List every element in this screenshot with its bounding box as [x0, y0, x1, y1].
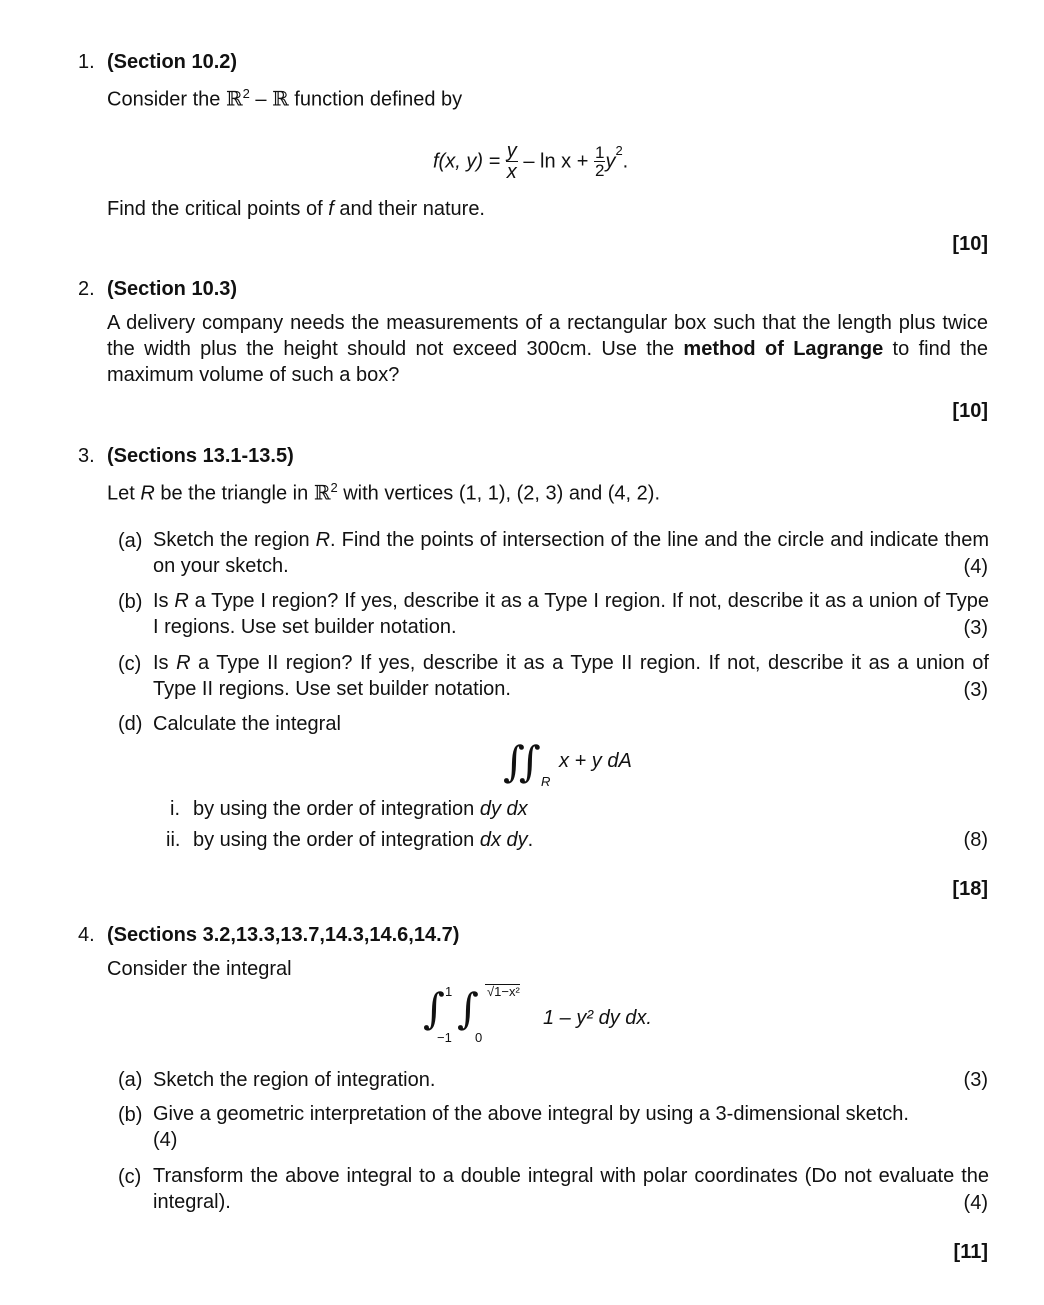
q4-section: (Sections 3.2,13.3,13.7,14.3,14.6,14.7)	[107, 924, 460, 946]
inner-integral-sign: ∫	[457, 984, 479, 1033]
q4a-points: (3)	[963, 1069, 988, 1091]
q3d-label: (d)	[118, 713, 143, 735]
q3d-ii-label: ii.	[166, 829, 181, 851]
q3d-i-label: i.	[170, 798, 180, 820]
inner-lower-limit: 0	[475, 1030, 483, 1045]
q3-number: 3.	[78, 445, 95, 467]
q3d-points: (8)	[963, 829, 988, 851]
q1-intro: Consider the ℝ$^2$ – ℝ function defined by	[107, 86, 463, 111]
double-integral-sign: ∫∫	[503, 737, 535, 786]
outer-integral-sign: ∫	[423, 984, 445, 1033]
q4a-label: (a)	[118, 1069, 143, 1091]
q1-number: 1.	[78, 51, 95, 73]
integral-region: R	[541, 774, 551, 789]
q4-marks: [11]	[953, 1241, 988, 1263]
q1-equation: f(x, y) = $\frac{y}{x}$ – ln x + $\frac{1}{2}$ $y^2$.	[433, 140, 629, 184]
q2-number: 2.	[78, 278, 95, 300]
q3d-text: Calculate the integral	[153, 713, 341, 735]
q3d-integral	[503, 737, 683, 791]
outer-upper-limit: 1	[445, 984, 453, 999]
q3d-i-text: by using the order of integration dy dx	[193, 798, 528, 820]
q3a-text: Sketch the region R. Find the points of intersection of the line and the circle and indicate them on your sketch.	[153, 529, 989, 577]
outer-lower-limit: −1	[437, 1030, 452, 1045]
q4-number: 4.	[78, 924, 95, 946]
q4b-label: (b)	[118, 1104, 143, 1126]
q3c-label: (c)	[118, 653, 142, 675]
q2-section: (Section 10.3)	[107, 278, 238, 300]
q4-integral	[423, 984, 683, 1046]
q1-section: (Section 10.2)	[107, 51, 238, 73]
inner-upper-limit: √1−x²	[487, 984, 520, 999]
q3d-ii-text: by using the order of integration dx dy.	[193, 829, 534, 851]
q1-marks: [10]	[952, 233, 988, 255]
q4b-text: Give a geometric interpretation of the above integral by using a 3-dimensional sketch. (4)	[153, 1103, 909, 1151]
q4a-text: Sketch the region of integration.	[153, 1069, 436, 1091]
q3-intro: Let R be the triangle in ℝ$^2$ with vertices (1, 1), (2, 3) and (4, 2).	[107, 480, 661, 505]
q3b-text: Is R a Type I region? If yes, describe it as a Type I region. If not, describe it as a union of Type I regions. Use set builder notation.	[153, 590, 989, 638]
q4-integrand: 1 – y² dy dx.	[543, 1007, 652, 1029]
integrand: x + y dA	[559, 750, 632, 772]
q4c-points: (4)	[963, 1192, 988, 1214]
q3-section: (Sections 13.1-13.5)	[107, 445, 294, 467]
q3b-label: (b)	[118, 591, 143, 613]
q3-marks: [18]	[952, 878, 988, 900]
q2-text: A delivery company needs the measurements of a rectangular box such that the length plus twice the width plus the height should not exceed 300cm. Use the method of Lagrange to find the maximum volume of such a box?	[107, 312, 988, 386]
q3c-points: (3)	[963, 679, 988, 701]
q3c-text: Is R a Type II region? If yes, describe it as a Type II region. If not, describe it as a union of Type II regions. Use set builder notation.	[153, 652, 989, 700]
q3a-label: (a)	[118, 530, 143, 552]
q4c-text: Transform the above integral to a double integral with polar coordinates (Do not evaluate the integral).	[153, 1165, 989, 1213]
q3a-points: (4)	[963, 556, 988, 578]
q4-intro: Consider the integral	[107, 958, 292, 980]
q2-marks: [10]	[952, 400, 988, 422]
q4c-label: (c)	[118, 1166, 142, 1188]
q3b-points: (3)	[963, 617, 988, 639]
q1-task: Find the critical points of f and their nature.	[107, 198, 485, 220]
